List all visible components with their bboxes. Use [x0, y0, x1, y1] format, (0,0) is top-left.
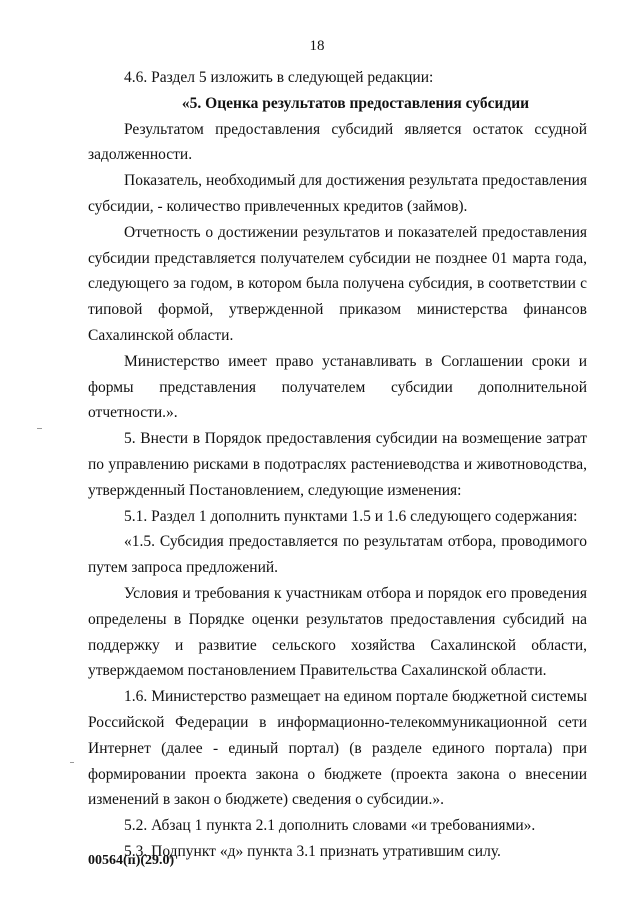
- paragraph-1-6: 1.6. Министерство размещает на едином портале бюджетной системы Российской Федерации в информационно-телекоммуникационной сети Интернет (далее - единый портал) (в разделе единого портала) при формировании проекта закона о бюджете (проекта закона о внесении изменений в закон о бюджете) сведения о субсидии.».: [88, 688, 587, 809]
- paragraph-5-2: 5.2. Абзац 1 пункта 2.1 дополнить словами «и требованиями».: [124, 817, 536, 835]
- paragraph-1-5: «1.5. Субсидия предоставляется по результатам отбора, проводимого путем запроса предложений.: [88, 533, 587, 577]
- paragraph-5-3: 5.3. Подпункт «д» пункта 3.1 признать утратившим силу.: [124, 842, 501, 860]
- paragraph-reporting: Отчетность о достижении результатов и показателей предоставления субсидии представляется получателем субсидии не позднее 01 марта года, следующего за годом, в котором была получена субсидия, в соответствии с типовой формой, утвержденной приказом министерства финансов Сахалинской области.: [88, 223, 587, 344]
- scan-mark: [70, 762, 74, 763]
- paragraph-ministry-right: Министерство имеет право устанавливать в Соглашении сроки и формы представления получателем субсидии дополнительной отчетности.».: [88, 352, 587, 422]
- paragraph-indicator: Показатель, необходимый для достижения результата предоставления субсидии, - количество привлеченных кредитов (займов).: [88, 172, 587, 215]
- paragraph-4-6: 4.6. Раздел 5 изложить в следующей редакции:: [124, 69, 434, 86]
- document-body: [88, 65, 587, 865]
- paragraph-5-1: 5.1. Раздел 1 дополнить пунктами 1.5 и 1.6 следующего содержания:: [124, 507, 578, 525]
- paragraph-result: Результатом предоставления субсидий является остаток ссудной задолженности.: [88, 120, 587, 164]
- scan-mark: [37, 428, 42, 429]
- document-code: 00564(п)(29.0): [88, 853, 175, 868]
- paragraph-conditions: Условия и требования к участникам отбора и порядок его проведения определены в Порядке оценки результатов предоставления субсидий на поддержку и развитие сельского хозяйства Сахалинской области, утверждаемом постановлением Правительства Сахалинской области.: [88, 584, 587, 680]
- page-number: 18: [309, 38, 325, 54]
- paragraph-5: 5. Внести в Порядок предоставления субсидии на возмещение затрат по управлению рисками в подотраслях растениеводства и животноводства, утвержденный Постановлением, следующие изменения:: [88, 430, 587, 499]
- section-heading: «5. Оценка результатов предоставления субсидии: [181, 94, 530, 112]
